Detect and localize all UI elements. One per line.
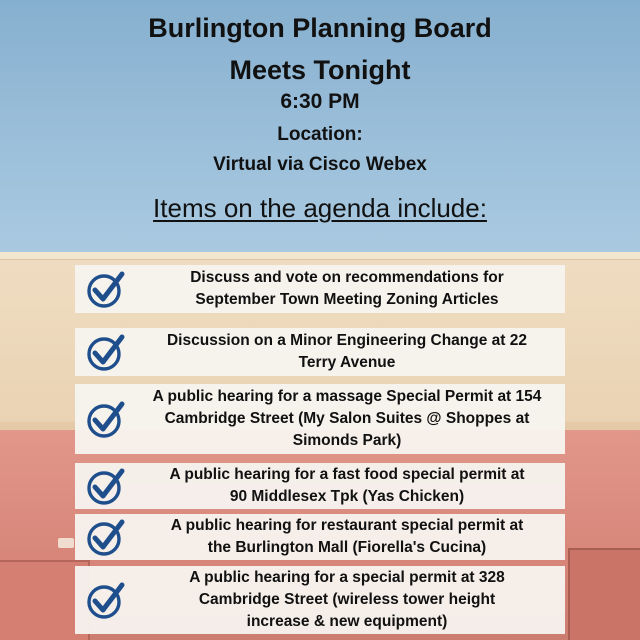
agenda-item-text [127,464,565,508]
agenda-item-text [127,386,565,452]
agenda-item [75,265,565,313]
agenda-item-line: increase & new equipment) [246,613,448,630]
agenda-heading [0,192,640,224]
agenda-item-line: Discussion on a Minor Engineering Change at 22 [166,332,527,349]
wall-cap [0,252,640,260]
circle-check-icon [85,398,127,440]
agenda-item [75,514,565,560]
location-label: Location: [277,124,363,145]
agenda-item-text [127,567,565,633]
agenda-item [75,384,565,454]
circle-check-icon [85,331,127,373]
agenda-item-line: Discuss and vote on recommendations for [190,269,504,286]
agenda-item-line: Simonds Park) [292,432,402,449]
circle-check-icon [85,516,127,558]
door-right [568,548,640,640]
circle-check-icon [85,579,127,621]
agenda-item-line: 90 Middlesex Tpk (Yas Chicken) [229,488,465,505]
agenda-item-line: Cambridge Street (My Salon Suites @ Shoppes at [164,410,530,427]
agenda-item-text [127,515,565,559]
wall-mark [58,538,74,548]
agenda-item-line: Terry Avenue [298,354,396,371]
agenda-item [75,566,565,634]
agenda-item-line: A public hearing for restaurant special permit at [170,517,524,534]
agenda-item-text [127,330,565,374]
circle-check-icon [85,465,127,507]
location-value: Virtual via Cisco Webex [213,154,427,175]
poster-title-line-1: Burlington Planning Board [148,13,492,43]
agenda-item-line: September Town Meeting Zoning Articles [195,291,499,308]
meeting-time: 6:30 PM [280,90,360,113]
agenda-item-line: A public hearing for a massage Special Permit at 154 [152,388,542,405]
circle-check-icon [85,268,127,310]
poster-title-line-2: Meets Tonight [229,55,411,85]
agenda-item-line: the Burlington Mall (Fiorella's Cucina) [207,539,487,556]
agenda-item-line: A public hearing for a special permit at 328 [189,569,505,586]
agenda-item-text [127,267,565,311]
agenda-item-line: Cambridge Street (wireless tower height [198,591,496,608]
agenda-item [75,463,565,509]
agenda-item [75,328,565,376]
agenda-heading-text: Items on the agenda include: [153,193,487,223]
agenda-item-line: A public hearing for a fast food special permit at [169,466,525,483]
